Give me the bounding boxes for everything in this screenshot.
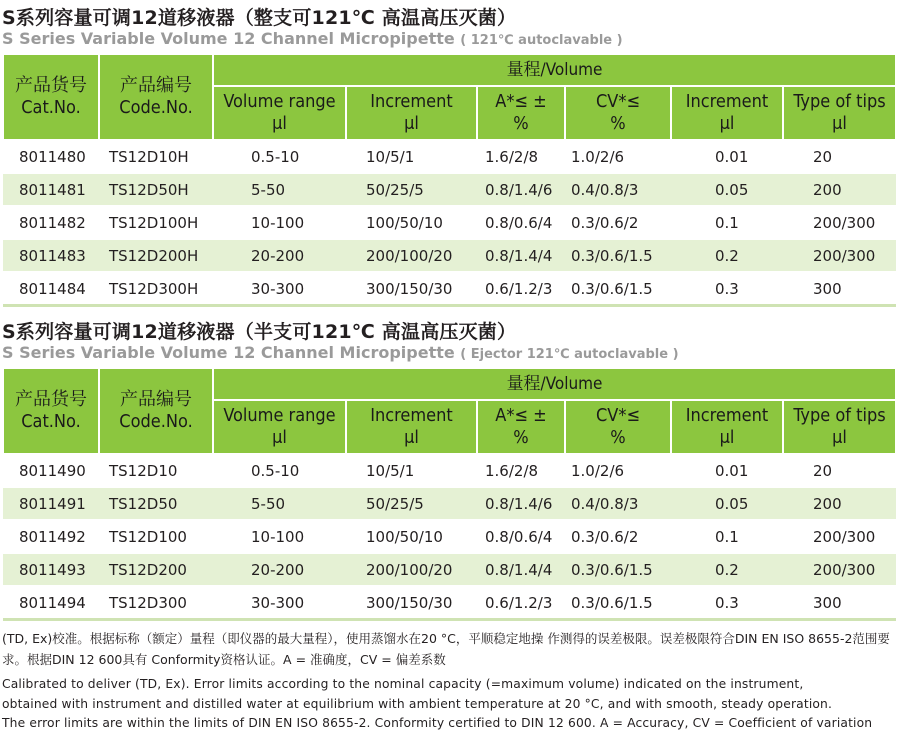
header-increment: [346, 400, 477, 454]
table-row: [3, 140, 896, 173]
cell-step: 0.3: [671, 272, 783, 306]
header-volume-group: 量程/Volume: [213, 54, 896, 86]
footnote-english: [2, 675, 898, 734]
cell-code: TS12D50: [99, 487, 213, 520]
cell-step: 0.01: [671, 140, 783, 173]
header-cat-no: [3, 54, 99, 140]
header-accuracy-line-1: A*≤ ±: [495, 91, 547, 112]
cell-tips: 200/300: [783, 239, 896, 272]
footnote-chinese: (TD, Ex)校准。根据标称（额定）量程（即仪器的最大量程），使用蒸馏水在20 °C，平顺稳定地操 作测得的误差极限。误差极限符合DIN EN ISO 8655-2范围要求。根据DIN 12 600具有 Conformity资格认证。A = 准确度，CV = 偏差系数: [2, 631, 890, 667]
header-volume-range-line-2: μl: [272, 427, 287, 448]
header-accuracy-line-2: %: [513, 113, 529, 134]
header-cv-line-2: %: [610, 113, 626, 134]
table-row: [3, 272, 896, 306]
cell-code: TS12D300H: [99, 272, 213, 306]
cell-cv: 0.3/0.6/1.5: [565, 586, 671, 620]
cell-a: 0.8/1.4/4: [477, 553, 565, 586]
header-volume-range: [213, 86, 346, 140]
cell-tips: 300: [783, 272, 896, 306]
header-increment: [346, 86, 477, 140]
header-code-no-line-2: Code.No.: [119, 411, 193, 432]
header-code-no: [99, 368, 213, 454]
cell-range: 5-50: [213, 173, 346, 206]
section-title-chinese: S系列容量可调12道移液器（整支可121℃ 高温高压灭菌）: [2, 7, 517, 29]
cell-cv: 0.3/0.6/1.5: [565, 272, 671, 306]
header-cat-no: [3, 368, 99, 454]
cell-range: 30-300: [213, 586, 346, 620]
section-title-chinese: S系列容量可调12道移液器（半支可121℃ 高温高压灭菌）: [2, 321, 517, 343]
cell-cat: 8011484: [3, 272, 99, 306]
footnote-english-line-3: The error limits are within the limits of DIN EN ISO 8655-2. Conformity certified to DIN 12 600. A = Accuracy, CV = Coefficient of variation: [2, 716, 873, 730]
cell-step: 0.01: [671, 454, 783, 487]
cell-tips: 200: [783, 487, 896, 520]
table-row: [3, 487, 896, 520]
cell-code: TS12D10H: [99, 140, 213, 173]
cell-tips: 300: [783, 586, 896, 620]
cell-cv: 0.4/0.8/3: [565, 487, 671, 520]
cell-step: 0.2: [671, 239, 783, 272]
cell-code: TS12D100H: [99, 206, 213, 239]
header-accuracy-line-2: %: [513, 427, 529, 448]
cell-cv: 0.3/0.6/1.5: [565, 239, 671, 272]
cell-tips: 200/300: [783, 520, 896, 553]
cell-tips: 200/300: [783, 553, 896, 586]
cell-code: TS12D50H: [99, 173, 213, 206]
table-row: [3, 586, 896, 620]
cell-inc: 50/25/5: [346, 173, 477, 206]
table-row: [3, 454, 896, 487]
cell-step: 0.1: [671, 206, 783, 239]
cell-a: 1.6/2/8: [477, 454, 565, 487]
section-title-english: [2, 343, 679, 362]
header-code-no-line-1: 产品编号: [120, 75, 192, 96]
section-title-english: [2, 29, 623, 48]
cell-cv: 0.3/0.6/2: [565, 520, 671, 553]
cell-tips: 200: [783, 173, 896, 206]
cell-inc: 300/150/30: [346, 586, 477, 620]
cell-cv: 0.3/0.6/2: [565, 206, 671, 239]
cell-a: 1.6/2/8: [477, 140, 565, 173]
cell-inc: 200/100/20: [346, 239, 477, 272]
cell-a: 0.8/1.4/4: [477, 239, 565, 272]
header-increment-line-2: μl: [404, 427, 419, 448]
cell-range: 0.5-10: [213, 454, 346, 487]
spec-table: [2, 367, 897, 621]
header-accuracy: [477, 86, 565, 140]
spec-table: [2, 53, 897, 307]
header-cat-no-line-1: 产品货号: [15, 389, 87, 410]
table-row: [3, 553, 896, 586]
header-accuracy: [477, 400, 565, 454]
cell-tips: 20: [783, 454, 896, 487]
header-code-no: [99, 54, 213, 140]
cell-inc: 50/25/5: [346, 487, 477, 520]
header-cat-no-line-2: Cat.No.: [21, 411, 81, 432]
cell-cv: 0.4/0.8/3: [565, 173, 671, 206]
table-row: [3, 206, 896, 239]
cell-tips: 200/300: [783, 206, 896, 239]
cell-step: 0.3: [671, 586, 783, 620]
cell-code: TS12D300: [99, 586, 213, 620]
header-step-line-1: Increment: [685, 405, 769, 426]
cell-cv: 1.0/2/6: [565, 140, 671, 173]
cell-range: 20-200: [213, 553, 346, 586]
table-row: [3, 239, 896, 272]
cell-range: 5-50: [213, 487, 346, 520]
cell-inc: 10/5/1: [346, 140, 477, 173]
section-title-english-main: S Series Variable Volume 12 Channel Micropipette: [2, 343, 455, 362]
cell-a: 0.8/1.4/6: [477, 173, 565, 206]
header-accuracy-line-1: A*≤ ±: [495, 405, 547, 426]
header-tips-line-1: Type of tips: [793, 405, 886, 426]
cell-a: 0.6/1.2/3: [477, 586, 565, 620]
cell-inc: 100/50/10: [346, 206, 477, 239]
cell-inc: 100/50/10: [346, 520, 477, 553]
cell-a: 0.8/0.6/4: [477, 206, 565, 239]
header-step: [671, 86, 783, 140]
header-step-line-2: μl: [719, 427, 735, 448]
cell-cat: 8011493: [3, 553, 99, 586]
cell-cat: 8011492: [3, 520, 99, 553]
header-volume-range-line-1: Volume range: [223, 91, 336, 112]
header-step-line-1: Increment: [685, 91, 769, 112]
header-increment-line-1: Increment: [370, 405, 453, 426]
cell-cv: 0.3/0.6/1.5: [565, 553, 671, 586]
header-tips-line-2: μl: [832, 427, 847, 448]
cell-code: TS12D10: [99, 454, 213, 487]
header-volume-range-line-1: Volume range: [223, 405, 336, 426]
section-title-english-note: ( 121℃ autoclavable ): [460, 33, 623, 48]
section-title-english-note: ( Ejector 121℃ autoclavable ): [460, 347, 679, 362]
header-cv-line-1: CV*≤: [595, 91, 641, 112]
header-code-no-line-1: 产品编号: [120, 389, 192, 410]
header-cv: [565, 86, 671, 140]
cell-a: 0.8/1.4/6: [477, 487, 565, 520]
cell-cat: 8011482: [3, 206, 99, 239]
header-step-line-2: μl: [719, 113, 735, 134]
header-volume-range: [213, 400, 346, 454]
cell-code: TS12D200H: [99, 239, 213, 272]
cell-range: 10-100: [213, 520, 346, 553]
footnote-english-line-1: Calibrated to deliver (TD, Ex). Error limits according to the nominal capacity (=maximum volume) indicated on the instrument,: [2, 677, 804, 691]
cell-range: 20-200: [213, 239, 346, 272]
header-volume-range-line-2: μl: [272, 113, 287, 134]
header-cv-line-2: %: [610, 427, 626, 448]
cell-cat: 8011494: [3, 586, 99, 620]
header-code-no-line-2: Code.No.: [119, 97, 193, 118]
cell-step: 0.1: [671, 520, 783, 553]
header-increment-line-2: μl: [404, 113, 419, 134]
cell-cat: 8011491: [3, 487, 99, 520]
section-title-english-main: S Series Variable Volume 12 Channel Micropipette: [2, 29, 455, 48]
cell-inc: 300/150/30: [346, 272, 477, 306]
header-cv: [565, 400, 671, 454]
table-row: [3, 173, 896, 206]
cell-cat: 8011483: [3, 239, 99, 272]
header-volume-group: 量程/Volume: [213, 368, 896, 400]
header-increment-line-1: Increment: [370, 91, 453, 112]
cell-tips: 20: [783, 140, 896, 173]
cell-range: 10-100: [213, 206, 346, 239]
cell-step: 0.05: [671, 487, 783, 520]
cell-range: 0.5-10: [213, 140, 346, 173]
cell-code: TS12D100: [99, 520, 213, 553]
header-cat-no-line-2: Cat.No.: [21, 97, 81, 118]
cell-cv: 1.0/2/6: [565, 454, 671, 487]
footnote-english-line-2: obtained with instrument and distilled water at equilibrium with ambient temperature at 20 °C, and with smooth, steady operation.: [2, 696, 833, 711]
header-tips: [783, 86, 896, 140]
table-row: [3, 520, 896, 553]
cell-step: 0.2: [671, 553, 783, 586]
cell-code: TS12D200: [99, 553, 213, 586]
header-cat-no-line-1: 产品货号: [15, 75, 87, 96]
header-tips-line-1: Type of tips: [793, 91, 886, 112]
cell-range: 30-300: [213, 272, 346, 306]
header-tips: [783, 400, 896, 454]
cell-cat: 8011481: [3, 173, 99, 206]
cell-cat: 8011490: [3, 454, 99, 487]
cell-inc: 200/100/20: [346, 553, 477, 586]
cell-a: 0.6/1.2/3: [477, 272, 565, 306]
cell-cat: 8011480: [3, 140, 99, 173]
header-tips-line-2: μl: [832, 113, 847, 134]
header-step: [671, 400, 783, 454]
cell-step: 0.05: [671, 173, 783, 206]
cell-a: 0.8/0.6/4: [477, 520, 565, 553]
cell-inc: 10/5/1: [346, 454, 477, 487]
header-cv-line-1: CV*≤: [595, 405, 641, 426]
